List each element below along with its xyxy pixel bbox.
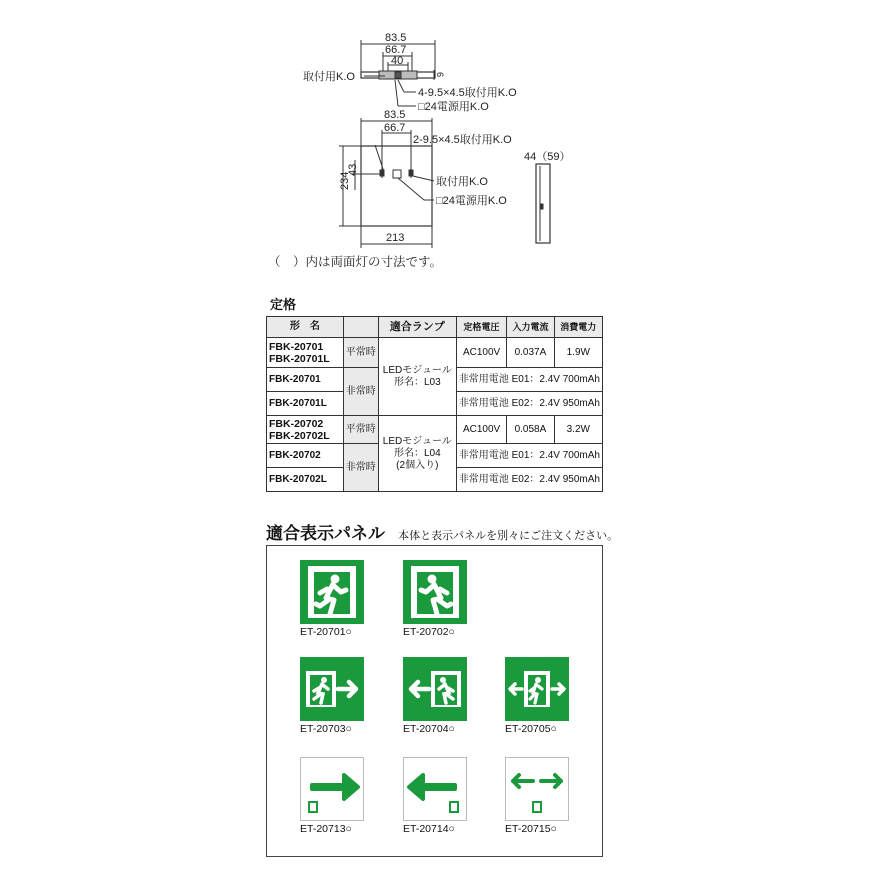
top-dim-mid: 66.7	[385, 44, 407, 56]
dimension-note: （ ）内は両面灯の寸法です。	[268, 254, 443, 269]
dimension-drawing	[0, 0, 869, 250]
panel-item	[300, 757, 364, 835]
side-view	[536, 164, 550, 243]
table-row	[267, 416, 603, 444]
battery-cell: 非常用電池 E02：2.4V 950mAh	[456, 392, 602, 416]
panel-box	[266, 545, 603, 857]
exit-door-right-icon	[300, 560, 364, 624]
model-name: FBK-20702L	[267, 468, 344, 492]
front-dim-mid: 66.7	[384, 122, 406, 134]
model-name: FBK-20702	[267, 444, 344, 468]
current-cell: 0.037A	[507, 338, 554, 368]
exit-left-arrow-icon	[403, 657, 467, 721]
front-dim-height: 234	[339, 171, 351, 190]
front-dim-total: 83.5	[384, 109, 406, 121]
top-label-power: □24電源用K.O	[418, 101, 489, 113]
lamp-model: 形名：L04	[393, 447, 441, 459]
voltage-cell: AC100V	[456, 338, 507, 368]
battery-cell: 非常用電池 E02：2.4V 950mAh	[456, 468, 602, 492]
spec-heading: 定格	[270, 298, 297, 313]
spec-table	[266, 316, 603, 492]
corridor-both-arrows-icon	[505, 757, 569, 821]
panel-label: ET-20704○	[403, 723, 455, 735]
header-lamp: 適合ランプ	[378, 317, 456, 338]
panel-title: 適合表示パネル	[266, 524, 385, 544]
table-row	[267, 338, 603, 368]
front-label-holes: 2-9.5×4.5取付用K.O	[413, 134, 512, 146]
header-current: 入力電流	[507, 317, 554, 338]
model-name: FBK-20701	[267, 368, 344, 392]
panel-item	[403, 657, 467, 735]
top-dim-height: 6	[435, 72, 445, 78]
condition-emergency: 非常時	[343, 444, 378, 492]
panel-item	[505, 757, 569, 835]
panel-item	[300, 657, 364, 735]
model-name: FBK-20701L	[269, 352, 330, 365]
top-dim-inner: 40	[391, 55, 404, 67]
header-voltage: 定格電圧	[456, 317, 507, 338]
front-dim-width: 213	[386, 232, 405, 244]
top-label-mount: 取付用K.O	[303, 71, 355, 83]
exit-right-arrow-icon	[300, 657, 364, 721]
model-name: FBK-20702L	[269, 429, 330, 442]
model-name: FBK-20701	[269, 340, 324, 353]
lamp-type: LEDモジュール	[382, 435, 452, 447]
panel-label: ET-20713○	[300, 823, 352, 835]
lamp-quantity: (2個入り)	[396, 459, 439, 471]
top-label-holes: 4-9.5×4.5取付用K.O	[418, 87, 517, 99]
panel-item	[403, 757, 467, 835]
panel-heading	[266, 519, 618, 544]
side-dim-depth: 44（59）	[524, 151, 571, 163]
lamp-cell	[378, 338, 456, 416]
lamp-model: 形名：L03	[393, 376, 441, 388]
power-cell: 1.9W	[554, 338, 602, 368]
battery-cell: 非常用電池 E01：2.4V 700mAh	[456, 368, 602, 392]
panel-label: ET-20702○	[403, 626, 455, 638]
corridor-left-arrow-icon	[403, 757, 467, 821]
condition-emergency: 非常時	[343, 368, 378, 416]
current-cell: 0.058A	[507, 416, 554, 444]
model-cell	[267, 416, 344, 444]
model-name: FBK-20702	[269, 417, 324, 430]
condition-normal: 平常時	[343, 416, 378, 444]
panel-label: ET-20715○	[505, 823, 557, 835]
lamp-type: LEDモジュール	[382, 364, 452, 376]
front-label-power: □24電源用K.O	[436, 195, 507, 207]
exit-both-arrows-icon	[505, 657, 569, 721]
panel-item	[403, 560, 467, 638]
power-cell: 3.2W	[554, 416, 602, 444]
panel-label: ET-20714○	[403, 823, 455, 835]
panel-label: ET-20701○	[300, 626, 352, 638]
condition-normal: 平常時	[343, 338, 378, 368]
header-model: 形 名	[267, 317, 344, 338]
model-cell	[267, 338, 344, 368]
battery-cell: 非常用電池 E01：2.4V 700mAh	[456, 444, 602, 468]
panel-item	[505, 657, 569, 735]
header-power: 消費電力	[554, 317, 602, 338]
panel-label: ET-20705○	[505, 723, 557, 735]
front-label-mount: 取付用K.O	[436, 176, 488, 188]
voltage-cell: AC100V	[456, 416, 507, 444]
model-name: FBK-20701L	[267, 392, 344, 416]
header-condition	[343, 317, 378, 338]
table-header-row	[267, 317, 603, 338]
top-dim-total: 83.5	[385, 32, 407, 44]
front-dim-offset: 43	[347, 163, 359, 176]
lamp-cell	[378, 416, 456, 492]
panel-note: 本体と表示パネルを別々にご注文ください。	[398, 529, 619, 542]
panel-label: ET-20703○	[300, 723, 352, 735]
panel-item	[300, 560, 364, 638]
corridor-right-arrow-icon	[300, 757, 364, 821]
exit-door-left-icon	[403, 560, 467, 624]
